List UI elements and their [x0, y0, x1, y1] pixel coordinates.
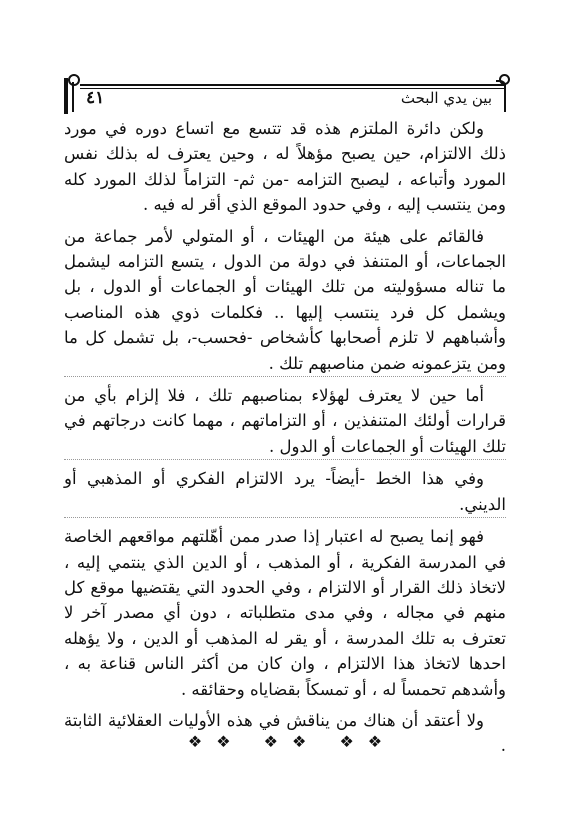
section-end-ornaments: [0, 732, 584, 751]
page-header: [62, 74, 506, 112]
ornament-icon: ❖❖: [339, 732, 397, 751]
ornament-icon: ❖❖: [187, 732, 245, 751]
ornament-icon: ❖❖: [263, 732, 321, 751]
running-title: بين يدي البحث: [400, 89, 492, 107]
paragraph: ولكن دائرة الملتزم هذه قد تتسع مع اتساع دوره في مورد ذلك الالتزام، حين يصبح مؤهلاً له ، وحين يعترف له بذلك نفس المورد وأتباعه ، ليصبح التزامه -من ثم- التزاماً لذلك المورد كله ومن ينتسب إليه ، وفي حدود الموقع الذي أقر له فيه .: [64, 119, 506, 215]
header-right-ornament: [496, 80, 506, 112]
paragraph: فالقائم على هيئة من الهيئات ، أو المتولي لأمر جماعة من الجماعات، أو المتنفذ في دولة من الدول ، يتسع التزامه ليشمل ما تناله مسؤوليته من تلك الهيئات أو الجماعات أو الدول ، بل ويشمل كل فرد ينتسب إليها .. فكلمات ذوي هذه المناصب وأشباههم لا تلزم أصحابها كأشخاص -فحسب-، بل تشمل كل ما ومن يتزعمونه ضمن مناصبهم تلك .: [64, 224, 506, 377]
paragraph: أما حين لا يعترف لهؤلاء بمناصبهم تلك ، فلا إلزام بأي من قرارات أولئك المتنفذين ، أو التزاماتهم ، مهما كانت درجاتهم في تلك الهيئات أو الجماعات أو الدول .: [64, 383, 506, 460]
paragraph: وفي هذا الخط -أيضاً- يرد الالتزام الفكري أو المذهبي أو الديني.: [64, 466, 506, 518]
paragraph: فهو إنما يصبح له اعتبار إذا صدر ممن أهّلتهم مواقعهم الخاصة في المدرسة الفكرية ، أو المذهب ، أو الدين الذي ينتمي إليه ، لاتخاذ ذلك القرار أو الالتزام ، وفي الحدود التي يقتضيها موقع كل منهم في مجاله ، وفي مدى متطلباته ، دون أي مصدر آخر لا تعترف به تلك المدرسة ، أو يقر له المذهب أو الدين ، ولا يؤهله احدها لاتخاذ هذا الالتزام ، وان كان من أكثر الناس قناعة به ، وأشدهم تحمساً له ، أو تمسكاً بقضاياه وحقائقه .: [64, 527, 506, 699]
paragraph: ولا أعتقد أن هناك من يناقش في هذه الأوليات العقلائية الثابتة .: [64, 710, 506, 756]
page-number: ٤١: [86, 88, 105, 108]
body-text: [64, 116, 506, 765]
header-rule: [80, 84, 506, 86]
header-left-ornament: [62, 78, 80, 114]
